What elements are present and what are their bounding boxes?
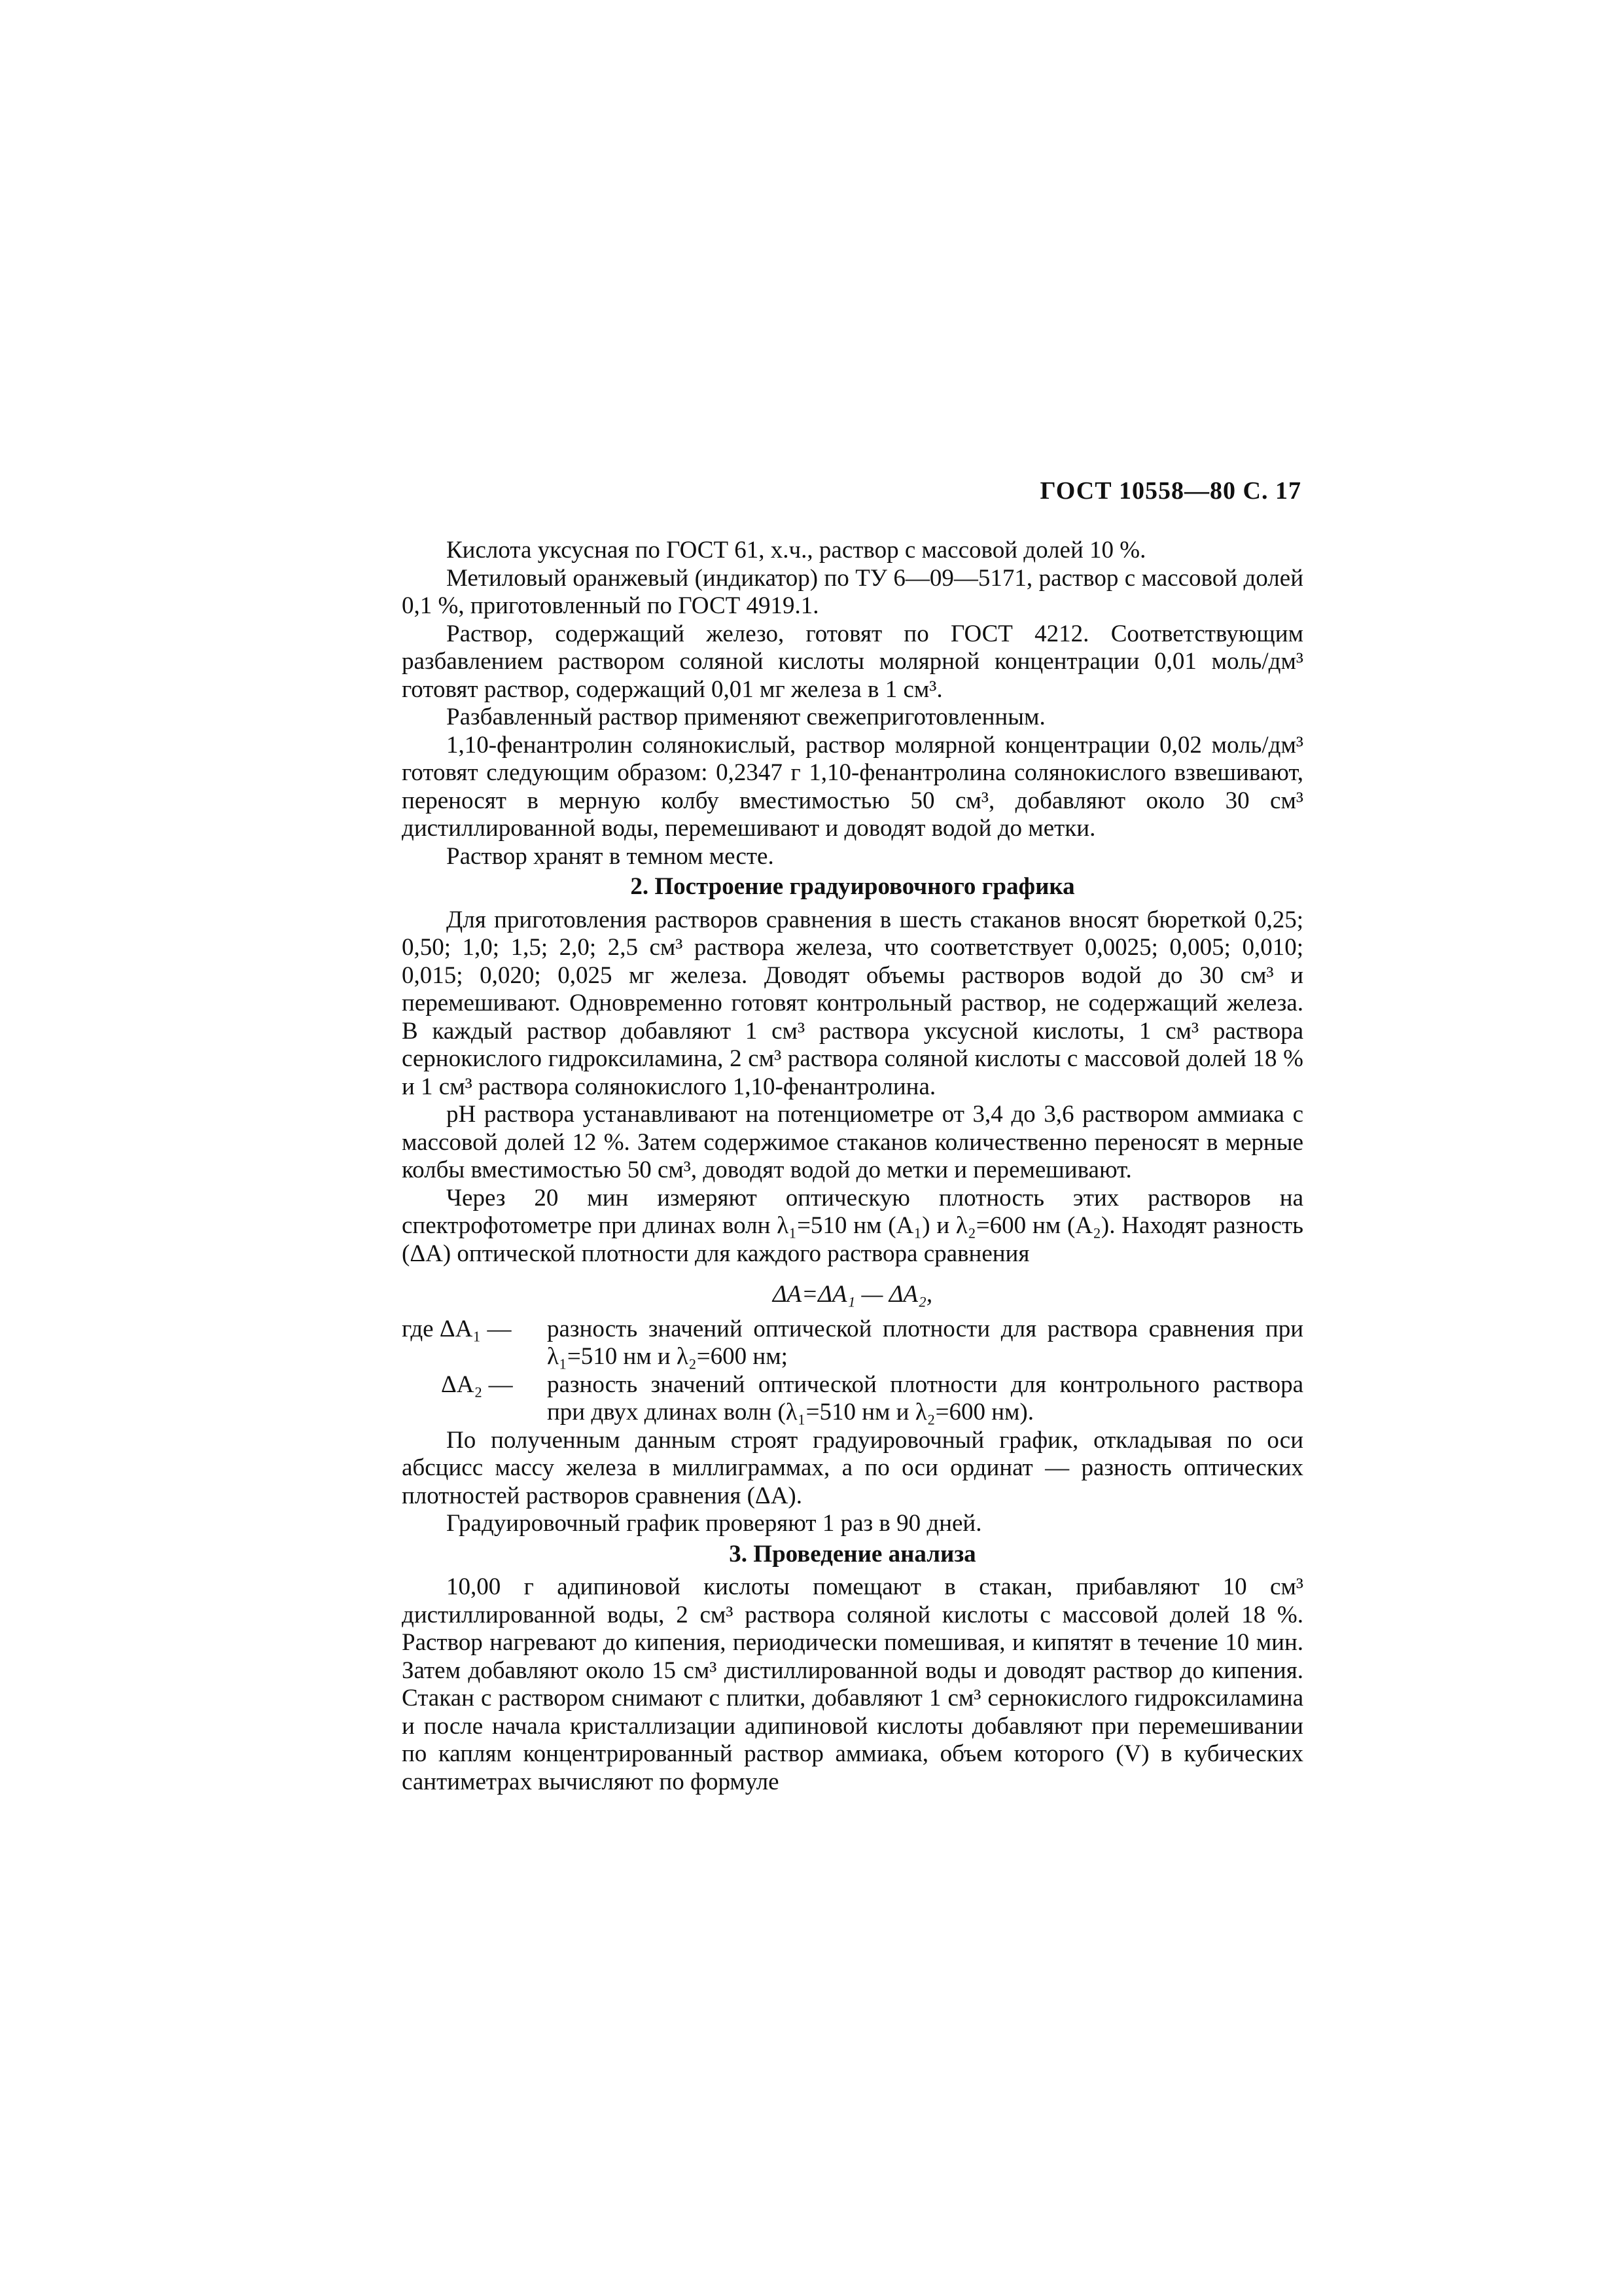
section-2-paragraph: По полученным данным строят градуировочный график, откладывая по оси абсцисс массу железа в миллиграммах, а по оси ординат — разность оптических плотностей растворов сравнения (ΔA). xyxy=(402,1426,1303,1509)
section-2-heading: 2. Построение градуировочного графика xyxy=(630,873,1075,900)
legend-term: где ΔA₁ — xyxy=(402,1315,518,1342)
legend-description: разность значений оптической плотности для раствора сравнения при λ₁=510 нм и λ₂=600 нм; xyxy=(547,1315,1303,1370)
section-2-paragraph: pH раствора устанавливают на потенциометре от 3,4 до 3,6 раствором аммиака с массовой долей 12 %. Затем содержимое стаканов количественно переносят в мерные колбы вместимостью 50 см³, доводят водой до метки и перемешивают. xyxy=(402,1101,1303,1183)
section-2-paragraph: Градуировочный график проверяют 1 раз в 90 дней. xyxy=(446,1510,982,1537)
section-2-paragraph: Через 20 мин измеряют оптическую плотность этих растворов на спектрофотометре при длинах волн λ₁=510 нм (A₁) и λ₂=600 нм (A₂). Находят разность (ΔA) оптической плотности для каждого раствора сравнения xyxy=(402,1184,1303,1267)
reagent-phenanthroline: 1,10-фенантролин солянокислый, раствор молярной концентрации 0,02 моль/дм³ готовят следующим образом: 0,2347 г 1,10-фенантролина солянокислого взвешивают, переносят в мерную колбу вместимостью 50 см³, добавляют около 30 см³ дистиллированной воды, перемешивают и доводят водой до метки. xyxy=(402,731,1303,842)
section-3-paragraph: 10,00 г адипиновой кислоты помещают в стакан, прибавляют 10 см³ дистиллированной воды, 2 см³ раствора соляной кислоты с массовой долей 18 %. Раствор нагревают до кипения, периодически помешивая, и кипятят в течение 10 мин. Затем добавляют около 15 см³ дистиллированной воды и доводят раствор до кипения. Стакан с раствором снимают с плитки, добавляют 1 см³ сернокислого гидроксиламина и после начала кристаллизации адипиновой кислоты добавляют при перемешивании по каплям концентрированный раствор аммиака, объем которого (V) в кубических сантиметрах вычисляют по формуле xyxy=(402,1573,1303,1795)
legend-term: ΔA₂ — xyxy=(441,1371,519,1398)
legend-description: разность значений оптической плотности для контрольного раствора при двух длинах волн (λ₁=510 нм и λ₂=600 нм). xyxy=(547,1371,1303,1426)
section-2-paragraph: Для приготовления растворов сравнения в шесть стаканов вносят бюреткой 0,25; 0,50; 1,0; 1,5; 2,0; 2,5 см³ раствора железа, что соответствует 0,0025; 0,005; 0,010; 0,015; 0,020; 0,025 мг железа. Доводят объемы растворов водой до 30 см³ и перемешивают. Одновременно готовят контрольный раствор, не содержащий железа. В каждый раствор добавляют 1 см³ раствора уксусной кислоты, 1 см³ раствора сернокислого гидроксиламина, 2 см³ раствора соляной кислоты с массовой долей 18 % и 1 см³ раствора солянокислого 1,10-фенантролина. xyxy=(402,906,1303,1100)
delta-a-formula: ΔA=ΔA₁ — ΔA₂, xyxy=(772,1281,933,1308)
reagent-diluted-note: Разбавленный раствор применяют свежеприготовленным. xyxy=(446,704,1046,730)
formula-legend-item xyxy=(402,1316,1303,1371)
reagent-acetic-acid: Кислота уксусная по ГОСТ 61, х.ч., раствор с массовой долей 10 %. xyxy=(446,537,1146,564)
page-header: ГОСТ 10558—80 С. 17 xyxy=(1040,477,1301,505)
formula-legend-item xyxy=(402,1371,1303,1427)
section-3-heading: 3. Проведение анализа xyxy=(729,1540,976,1568)
reagent-storage-note: Раствор хранят в темном месте. xyxy=(446,842,774,870)
document-body xyxy=(402,537,1303,1796)
reagent-iron-solution: Раствор, содержащий железо, готовят по ГОСТ 4212. Соответствующим разбавлением раствором соляной кислоты молярной концентрации 0,01 моль/дм³ готовят раствор, содержащий 0,01 мг железа в 1 см³. xyxy=(402,620,1303,703)
reagent-methyl-orange: Метиловый оранжевый (индикатор) по ТУ 6—09—5171, раствор с массовой долей 0,1 %, приготовленный по ГОСТ 4919.1. xyxy=(402,564,1303,619)
